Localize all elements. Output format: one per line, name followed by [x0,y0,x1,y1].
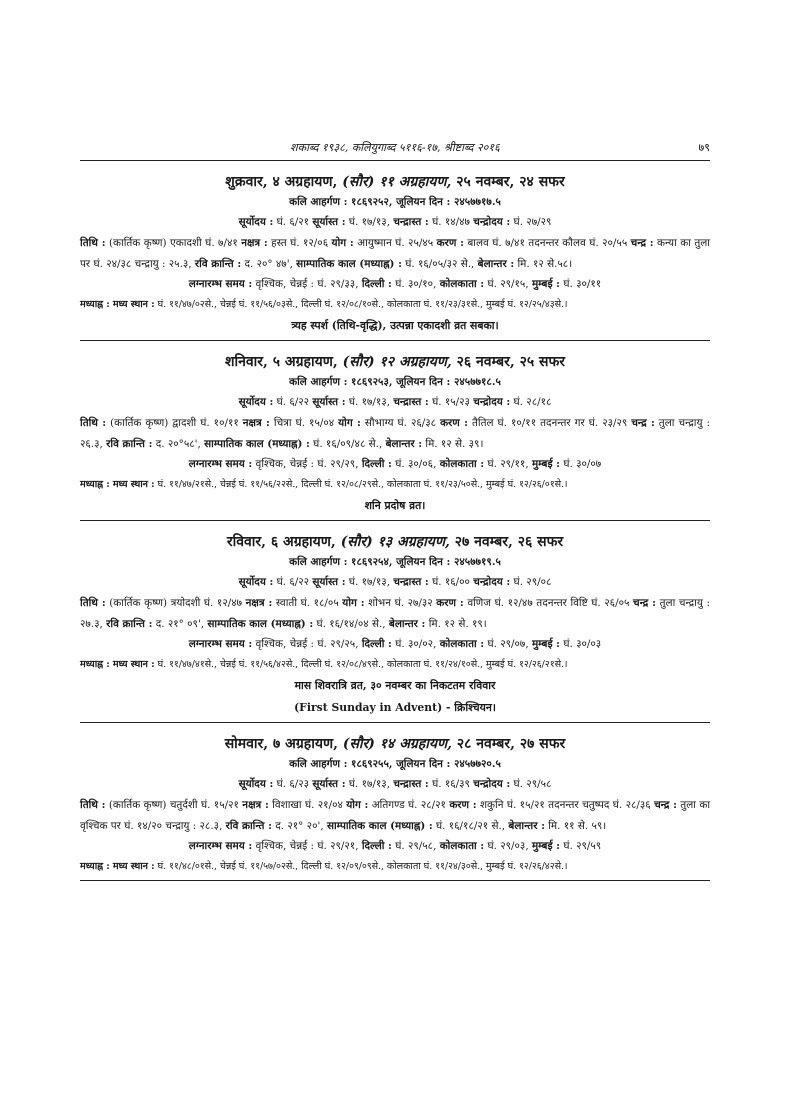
karan-label: करण : [449,799,477,811]
lagna-line [80,634,710,655]
sunset-label: सूर्यास्त : [312,396,346,408]
moonrise-value: घं. २८/१८ [510,396,552,408]
sunrise-value: घं. ६/२१ [273,216,313,228]
madhyahna-value: घं. ११/४७/२१से., चेन्नई घं. ११/५६/२२से., दिल्ली घं. १२/०८/२९से., कोलकाता घं. ११/२३/५०से., मुम्बई घं. १२/२६/०१से.। [154,479,568,490]
madhyahna-label: मध्याह्न : मध्य स्थान : [80,659,155,670]
tithi-value: (कार्तिक कृष्ण) द्वादशी घं. १०/११ [106,417,243,429]
day-title-date: शनिवार, ५ अग्रहायण, [224,354,343,370]
sampatik-kaal-value: घं. १६/०५/३२ से., [401,257,478,270]
sunset-value: घं. १७/१३, [345,576,394,588]
kolkata-label: कोलकाता : [439,458,485,470]
moonset-label: चन्द्रास्त : [393,396,429,408]
lagna-kolkata: घं. २९/०३, [484,840,532,852]
madhyahna-value: घं. ११/४७/४१से., चेन्नई घं. ११/५६/४२से., दिल्ली घं. १२/०८/४९से., कोलकाता घं. ११/२४/१०से., मुम्बई घं. १२/२६/२१से.। [154,659,568,670]
lagna-delhi: घं. ३०/०६, [391,458,440,470]
day-title-gregorian: २७ नवम्बर, २६ सफर [449,534,564,550]
lagna-delhi: घं. ३०/०२, [391,638,440,650]
ravi-kranti-label: रवि क्रान्ति : [106,617,153,630]
ravi-kranti-value: द. २१° २०', [271,819,327,832]
madhyahna-label: मध्याह्न : मध्य स्थान : [80,299,155,310]
lagna-label: लग्नारम्भ समय : [188,278,253,290]
day-entries [80,171,710,881]
tithi-paragraph [80,795,710,836]
running-header [80,138,710,161]
nakshatra-label: नक्षत्र : [241,237,268,249]
mumbai-label: मुम्बई : [531,840,561,852]
chandra-value: तुला चन्द्रायु : २७.३, [80,597,710,630]
ravi-kranti-label: रवि क्रान्ति : [194,257,242,270]
karan-label: करण : [440,417,468,429]
moonrise-value: घं. २७/२९ [510,216,552,228]
lagna-delhi: घं. ३०/१०, [391,278,440,290]
madhyahna-label: मध्याह्न : मध्य स्थान : [80,479,155,490]
madhyahna-value: घं. ११/४८/०१से., चेन्नई घं. ११/५७/०२से., दिल्ली घं. १२/०९/०९से., कोलकाता घं. ११/२४/३०से., मुम्बई घं. १२/२६/४२से.। [154,861,568,872]
tithi-paragraph [80,233,710,274]
lagna-kolkata: घं. २९/०७, [484,638,532,650]
sunrise-line [80,774,710,795]
moonrise-label: चन्द्रोदय : [473,576,511,588]
lagna-label: लग्नारम्भ समय : [188,840,253,852]
sunset-label: सूर्यास्त : [312,576,346,588]
nakshatra-value: हस्त घं. १२/०६ [267,237,332,249]
lagna-mumbai: घं. ३०/०७ [560,458,602,470]
karan-label: करण : [436,237,464,249]
day-title-gregorian: २५ नवम्बर, २४ सफर [451,174,565,190]
chandra-label: चन्द्र : [654,799,677,811]
moonset-value: घं. १६/३९ [428,778,474,790]
madhyahna-line [80,655,710,675]
day-entry [80,531,710,723]
note-line-1: मास शिवरात्रि व्रत, ३० नवम्बर का निकटतम रविवार [294,679,496,692]
belantar-value: मि. ११ से. ५९। [544,819,607,832]
tithi-value: (कार्तिक कृष्ण) एकादशी घं. ७/४१ [105,237,242,249]
sampatik-kaal-value: घं. १६/१४/०४ से., [313,617,389,630]
nakshatra-value: स्वाती घं. १८/०५ [272,597,343,609]
lagna-mumbai: घं. ३०/०३ [560,638,602,650]
madhyahna-value: घं. ११/४७/०२से., चेन्नई घं. ११/५६/०३से., दिल्ली घं. १२/०८/१०से., कोलकाता घं. ११/२३/३१से., मुम्बई घं. १२/२५/४३से.। [154,299,568,310]
belantar-value: मि. १२ से.५८। [514,257,573,270]
kali-ahargana: कलि आहर्गण : १८६९२५४, जूलियन दिन : २४५७७१९.५ [289,556,501,568]
chandra-value: तुला चन्द्रायु : २६.३, [80,417,710,450]
sunset-value: घं. १७/१३, [345,778,394,790]
lagna-chennai: वृश्चिक, चेन्नई : घं. २९/२९, [252,458,362,470]
sampatik-kaal-value: घं. १६/०९/४८ से., [309,437,386,450]
sunset-value: घं. १७/१३, [345,216,394,228]
madhyahna-line [80,295,710,315]
note-line-1: त्र्यह स्पर्श (तिथि-वृद्धि), उत्पन्ना एकादशी व्रत सबका। [291,319,499,332]
moonset-value: घं. १५/२३ [428,396,474,408]
lagna-mumbai: घं. ३०/११ [560,278,602,290]
ravi-kranti-value: द. २१° ०९', [152,617,208,630]
chandra-value: कन्या का तुला पर घं. २४/३८ चन्द्रायु : २५.३, [80,237,710,270]
moonset-value: घं. १६/०० [428,576,474,588]
header-title: शकाब्द १९३८, कलियुगाब्द ५११६-१७, श्रीष्टाब्द २०१६ [290,141,500,154]
kolkata-label: कोलकाता : [439,278,485,290]
kolkata-label: कोलकाता : [439,840,485,852]
ravi-kranti-value: द. २०°५८', [152,437,205,450]
karan-value: शकुनि घं. १५/२१ तदनन्तर चतुष्पद घं. २८/३६ [476,799,655,811]
karan-value: तैतिल घं. १०/११ तदनन्तर गर घं. २३/२९ [467,417,632,429]
note-line-1: शनि प्रदोष व्रत। [364,499,426,512]
sunrise-value: घं. ६/२२ [273,576,313,588]
ravi-kranti-label: रवि क्रान्ति : [225,819,272,832]
mumbai-label: मुम्बई : [531,638,561,650]
karan-value: बालव घं. ७/४१ तदनन्तर कौलव घं. २०/५५ [463,237,631,249]
yoga-value: अतिगण्ड घं. २८/२१ [368,799,450,811]
note-line-2: (First Sunday in Advent) - क्रिश्चियन। [294,701,496,714]
sampatik-kaal-label: साम्पातिक काल (मध्याह्न) : [326,819,433,832]
sampatik-kaal-label: साम्पातिक काल (मध्याह्न) : [204,437,310,450]
day-title-date: शुक्रवार, ४ अग्रहायण, [225,174,343,190]
kali-ahargana: कलि आहर्गण : १८६९२५२, जूलियन दिन : २४५७७१७.५ [289,196,501,208]
chandra-value: तुला का वृश्चिक पर घं. १४/२० चन्द्रायु : २८.३, [80,799,711,832]
day-title-gregorian: २६ नवम्बर, २५ सफर [451,354,566,370]
chandra-label: चन्द्र : [632,597,657,609]
sunset-label: सूर्यास्त : [312,216,346,228]
kali-ahargana: कलि आहर्गण : १८६९२५५, जूलियन दिन : २४५७७२०.५ [289,758,501,770]
yoga-label: योग : [346,799,369,811]
page-number: ७९ [698,141,710,154]
moonset-value: घं. १४/४७ [428,216,474,228]
yoga-label: योग : [342,597,365,609]
yoga-label: योग : [331,237,354,249]
yoga-value: आयुष्मान घं. २५/४५ [353,237,437,249]
belantar-value: मि. १२ से. ३९। [422,437,484,450]
day-title [80,351,710,373]
moonrise-label: चन्द्रोदय : [473,396,511,408]
mumbai-label: मुम्बई : [531,458,561,470]
day-title-solar: (सौर) १३ अग्रहायण, [340,534,450,550]
belantar-label: बेलान्तर : [477,257,515,270]
sunrise-line [80,392,710,413]
chandra-label: चन्द्र : [631,417,655,429]
delhi-label: दिल्ली : [361,840,392,852]
delhi-label: दिल्ली : [361,458,392,470]
sampatik-kaal-label: साम्पातिक काल (मध्याह्न) : [207,617,314,630]
delhi-label: दिल्ली : [361,638,392,650]
sunrise-label: सूर्योदय : [238,396,274,408]
belantar-label: बेलान्तर : [385,437,423,450]
moonset-label: चन्द्रास्त : [393,216,429,228]
day-title [80,531,710,553]
lagna-mumbai: घं. २९/५९ [560,840,602,852]
sunrise-value: घं. ६/२३ [273,778,313,790]
sunset-value: घं. १७/१३, [345,396,394,408]
nakshatra-value: चित्रा घं. १५/०४ [269,417,339,429]
day-entry [80,171,710,341]
delhi-label: दिल्ली : [361,278,392,290]
lagna-delhi: घं. २९/५८, [391,840,440,852]
moonset-label: चन्द्रास्त : [393,576,429,588]
tithi-paragraph [80,593,710,634]
day-title-date: रविवार, ६ अग्रहायण, [226,534,341,550]
yoga-value: सौभाग्य घं. २६/३८ [360,417,441,429]
nakshatra-label: नक्षत्र : [242,417,270,429]
tithi-value: (कार्तिक कृष्ण) त्रयोदशी घं. १२/४७ [105,597,246,609]
belantar-label: बेलान्तर : [388,617,426,630]
lagna-chennai: वृश्चिक, चेन्नई : घं. २९/२१, [252,840,362,852]
tithi-label: तिथि : [80,597,106,609]
yoga-value: शोभन घं. २७/३२ [364,597,437,609]
madhyahna-line [80,475,710,495]
day-title-solar: (सौर) १२ अग्रहायण, [342,354,452,370]
sunrise-label: सूर्योदय : [238,778,274,790]
mumbai-label: मुम्बई : [531,278,561,290]
chandra-label: चन्द्र : [630,237,654,249]
day-title-gregorian: २८ नवम्बर, २७ सफर [451,736,566,752]
tithi-value: (कार्तिक कृष्ण) चतुर्दशी घं. १५/२१ [105,799,243,811]
belantar-label: बेलान्तर : [508,819,545,832]
sunrise-line [80,572,710,593]
lagna-kolkata: घं. २९/१५, [484,278,532,290]
nakshatra-label: नक्षत्र : [242,799,269,811]
sampatik-kaal-label: साम्पातिक काल (मध्याह्न) : [296,257,402,270]
karan-label: करण : [436,597,464,609]
tithi-label: तिथि : [80,417,107,429]
karan-value: वणिज घं. १२/४७ तदनन्तर विष्टि घं. २६/०५ [463,597,633,609]
nakshatra-value: विशाखा घं. २१/०४ [268,799,347,811]
day-entry [80,733,710,881]
kali-ahargana: कलि आहर्गण : १८६९२५३, जूलियन दिन : २४५७७१८.५ [289,376,501,388]
lagna-chennai: वृश्चिक, चेन्नई : घं. २९/३३, [252,278,362,290]
ravi-kranti-value: द. २०° ४७', [241,257,297,270]
lagna-kolkata: घं. २९/११, [484,458,532,470]
day-title-date: सोमवार, ७ अग्रहायण, [224,736,343,752]
sunrise-value: घं. ६/२२ [273,396,313,408]
ravi-kranti-label: रवि क्रान्ति : [106,437,153,450]
day-title [80,733,710,755]
moonrise-label: चन्द्रोदय : [473,778,511,790]
sampatik-kaal-value: घं. १६/१८/२१ से., [432,819,509,832]
nakshatra-label: नक्षत्र : [245,597,273,609]
yoga-label: योग : [338,417,361,429]
tithi-paragraph [80,413,710,454]
lagna-line [80,836,710,857]
belantar-value: मि. १२ से. १९। [425,617,487,630]
sunrise-label: सूर्योदय : [238,576,274,588]
lagna-label: लग्नारम्भ समय : [188,638,253,650]
moonrise-value: घं. २९/५८ [510,778,552,790]
lagna-line [80,454,710,475]
lagna-line [80,274,710,295]
moonset-label: चन्द्रास्त : [393,778,429,790]
tithi-label: तिथि : [80,237,106,249]
tithi-label: तिथि : [80,799,106,811]
moonrise-label: चन्द्रोदय : [473,216,511,228]
sunrise-label: सूर्योदय : [238,216,274,228]
sunrise-line [80,212,710,233]
day-title [80,171,710,193]
madhyahna-line [80,857,710,877]
lagna-chennai: वृश्चिक, चेन्नई : घं. २९/२५, [252,638,362,650]
almanac-page [80,138,710,881]
kolkata-label: कोलकाता : [439,638,485,650]
day-entry [80,351,710,521]
day-title-solar: (सौर) १४ अग्रहायण, [342,736,452,752]
lagna-label: लग्नारम्भ समय : [188,458,253,470]
day-title-solar: (सौर) ११ अग्रहायण, [342,174,452,190]
moonrise-value: घं. २९/०८ [510,576,552,588]
madhyahna-label: मध्याह्न : मध्य स्थान : [80,861,155,872]
sunset-label: सूर्यास्त : [312,778,346,790]
